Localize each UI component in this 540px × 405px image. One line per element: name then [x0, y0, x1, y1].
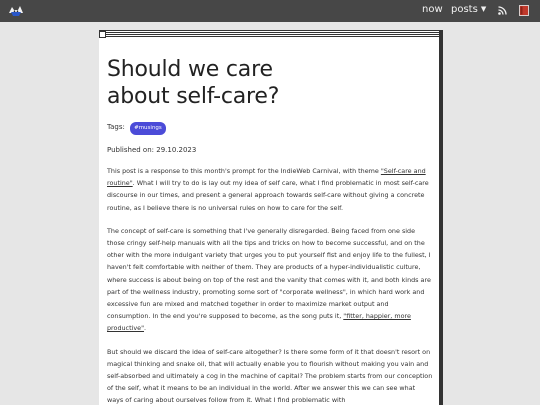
page-title [107, 56, 433, 110]
tags-label: Tags: [107, 123, 125, 131]
cat-logo-icon[interactable] [8, 4, 24, 18]
song-link[interactable]: "fitter, happier, more productive" [107, 312, 411, 333]
paragraph-2-text-start: The concept of self-care is something that I've generally disregarded. Being faced from one side those cringy self-help manuals with all the tips and tricks on how to become successful, and on the other with the more indulgant variety that urges you to put yourself fist and enjoy life to the fullest, I haven't felt comfortable with neither of them. They are products of a hyper-individualistic culture, where success is about being on top of the rest and the vanity that comes with it, and both kinds are part of the wellness industry, promoting some sort of "corporate wellness", in which hard work and excessive fun are mixed and matched together in order to maximize market output and consumption. In the end you're supposed to become, as the song puts it, [107, 226, 431, 321]
tags-row [107, 122, 433, 135]
nav-link-now[interactable]: now [422, 4, 443, 15]
page-title-line1: Should we care [107, 57, 273, 82]
nav-posts-label: posts [451, 4, 478, 15]
paragraph-1 [107, 165, 433, 214]
tag-badge-musings[interactable]: #musings [130, 122, 166, 135]
paragraph-2 [107, 225, 433, 335]
chevron-down-icon: ▼ [480, 5, 487, 13]
published-date-value: 29.10.2023 [156, 146, 197, 154]
article-content [107, 56, 433, 405]
paragraph-2-text-end: . [144, 324, 147, 333]
published-label: Published on: [107, 146, 155, 154]
rss-icon[interactable] [498, 6, 507, 15]
paragraph-1-text-start: This post is a response to this month's prompt for the IndieWeb Carnival, with theme [107, 167, 381, 175]
nav-link-posts[interactable] [451, 4, 486, 15]
card-edge [439, 30, 443, 405]
book-icon[interactable] [519, 5, 529, 16]
indieweb-carnival-link[interactable]: "Self-care and routine" [107, 167, 426, 188]
paragraph-1-text-end: . What I will try to do is lay out my idea of self care, what I find problematic in most self-care discourse in our times, and present a general approach towards self-care without giving a concrete routine, as I believe there is no universal rules on how to care for the self. [107, 179, 429, 212]
top-navigation-bar [0, 0, 540, 22]
published-date [107, 146, 433, 154]
page-title-line2: about self-care? [107, 84, 280, 109]
window-close-box[interactable] [99, 31, 106, 38]
paragraph-3: But should we discard the idea of self-care altogether? Is there some form of it that doesn't resort on magical thinking and snake oil, that will actually enable you to flourish without making you vain and self-absorbed and ultimately a cog in the machine of capital? The problem starts from our conception of the self, what it means to be an individual in the world. After we answer this we can see what ways of caring about ourselves follow from it. What I find problematic with [107, 347, 433, 405]
